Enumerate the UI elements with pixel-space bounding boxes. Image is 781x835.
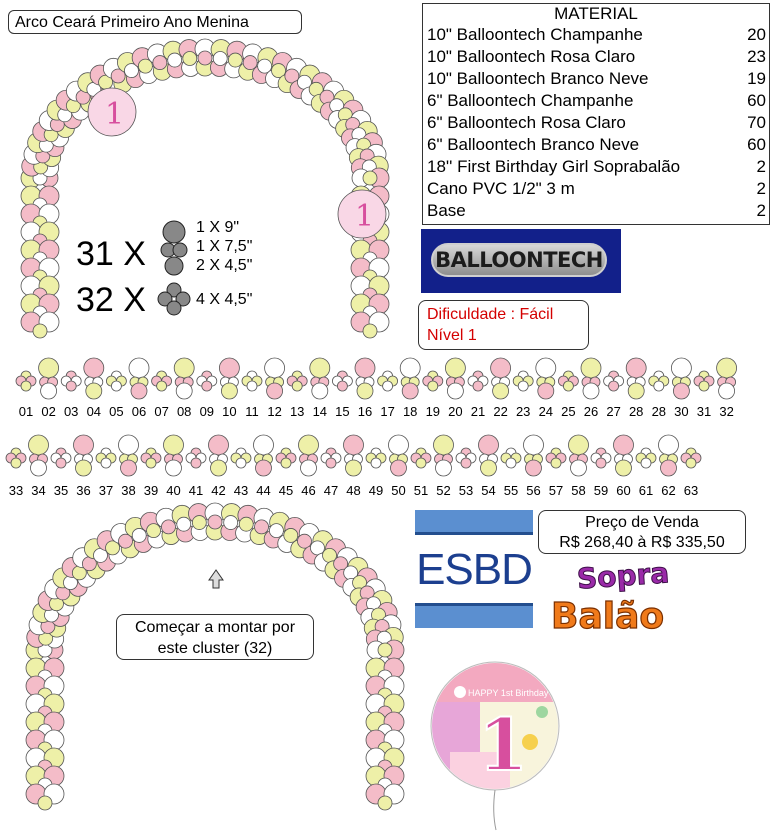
cluster-31-balloon <box>41 383 57 399</box>
arch-balloon <box>363 171 377 185</box>
balloontech-logo <box>421 229 621 293</box>
cluster-31-balloon <box>391 460 407 476</box>
arch-balloon <box>224 516 238 530</box>
cluster-31-balloon <box>119 435 139 455</box>
cluster-32-balloon <box>146 458 156 468</box>
cluster-32-balloon <box>416 458 426 468</box>
price-box <box>538 510 746 554</box>
first-birthday-foil-balloon <box>430 642 560 832</box>
material-item <box>423 68 769 90</box>
cluster-31-balloon <box>524 435 544 455</box>
arch-balloon <box>243 56 257 70</box>
cluster-number: 54 <box>481 483 496 498</box>
cluster-31-balloon <box>209 435 229 455</box>
sopra-balao-logo <box>545 556 695 638</box>
cluster-count-32: 32 X <box>76 281 146 319</box>
cluster-number: 45 <box>278 483 294 498</box>
cluster-32-balloon <box>551 458 561 468</box>
arch-balloon <box>153 56 167 70</box>
cluster-31-balloon <box>84 358 104 378</box>
price-label: Preço de Venda <box>585 514 699 531</box>
arch-balloon <box>269 524 283 538</box>
cluster-31-balloon <box>86 383 102 399</box>
cluster-31-balloon <box>310 358 330 378</box>
cluster-number: 61 <box>638 483 654 498</box>
cluster-31-balloon <box>29 435 49 455</box>
cluster-number: 27 <box>606 404 621 419</box>
material-item-qty: 2 <box>756 157 766 176</box>
cluster-number: 62 <box>661 483 676 498</box>
cluster-31-balloon <box>436 460 452 476</box>
cluster-31-spec: 1 X 9" 1 X 7,5" 2 X 4,5" <box>196 219 253 274</box>
cluster-32-balloon <box>461 458 471 468</box>
cluster-number: 56 <box>526 483 541 498</box>
cluster-31-balloon <box>219 358 239 378</box>
cluster-number: 47 <box>323 483 339 498</box>
cluster-31-balloon <box>719 383 735 399</box>
cluster-32-balloon <box>11 458 21 468</box>
cluster-32-balloon <box>157 381 167 391</box>
material-item-name: 10" Balloontech Branco Neve <box>427 69 649 88</box>
material-item-qty: 20 <box>747 25 766 44</box>
cluster-number: 58 <box>571 483 586 498</box>
cluster-31-balloon <box>166 460 182 476</box>
cluster-sequence <box>0 352 781 502</box>
arch-bottom-diagram <box>0 500 420 835</box>
cluster-number: 28 <box>651 404 667 419</box>
cluster-number: 28 <box>628 404 644 419</box>
cluster-number: 32 <box>719 404 734 419</box>
cluster-number: 59 <box>593 483 609 498</box>
cluster-number: 31 <box>696 404 712 419</box>
cluster-31-balloon <box>254 435 274 455</box>
material-item-qty: 60 <box>747 91 766 110</box>
arch-balloon <box>168 53 182 67</box>
difficulty-text: Dificuldade : Fácil <box>427 306 554 323</box>
svg-text:1: 1 <box>355 199 375 234</box>
cluster-31-balloon <box>717 358 737 378</box>
cluster-number: 01 <box>18 404 34 419</box>
material-item <box>423 134 769 156</box>
material-item-qty: 2 <box>756 201 766 220</box>
cluster-number: 06 <box>131 404 147 419</box>
cluster-number: 57 <box>548 483 564 498</box>
material-item <box>423 90 769 112</box>
cluster-number: 12 <box>267 404 282 419</box>
cluster-number: 10 <box>222 404 237 419</box>
cluster-31-balloon <box>481 460 497 476</box>
cluster-number: 05 <box>109 404 124 419</box>
cluster-31-balloon <box>434 435 454 455</box>
arch-balloon <box>147 524 161 538</box>
cluster-31-balloon <box>131 383 147 399</box>
cluster-number: 49 <box>368 483 384 498</box>
cluster-32-balloon <box>247 381 257 391</box>
cluster-31-balloon <box>493 383 509 399</box>
arch-balloon <box>177 517 191 531</box>
material-item-name: 18'' First Birthday Girl Soprabalão <box>427 157 681 176</box>
cluster-31-balloon <box>538 383 554 399</box>
material-item-name: 10" Balloontech Rosa Claro <box>427 47 636 66</box>
cluster-32-balloon <box>371 458 381 468</box>
start-arrow-icon <box>209 570 223 588</box>
cluster-32-balloon <box>337 381 347 391</box>
difficulty-box <box>418 300 589 350</box>
cluster-number: 50 <box>391 483 406 498</box>
svg-text:1: 1 <box>478 702 529 787</box>
cluster-number: 09 <box>199 404 215 419</box>
cluster-31-balloon <box>346 460 362 476</box>
cluster-32-balloon <box>236 458 246 468</box>
cluster-number: 37 <box>98 483 114 498</box>
cluster-31-balloon <box>256 460 272 476</box>
cluster-31-balloon <box>301 460 317 476</box>
material-item-name: 6" Balloontech Rosa Claro <box>427 113 626 132</box>
cluster-number: 33 <box>8 483 24 498</box>
cluster-31-balloon <box>121 460 137 476</box>
material-item-name: 6" Balloontech Champanhe <box>427 91 634 110</box>
esbd-logo <box>415 510 533 628</box>
cluster-number: 14 <box>312 404 328 419</box>
balloontech-logo-text: BALLOONTECH <box>431 243 607 277</box>
cluster-number: 36 <box>76 483 91 498</box>
cluster-32-balloon <box>281 458 291 468</box>
cluster-number: 48 <box>346 483 361 498</box>
cluster-number: 46 <box>301 483 316 498</box>
material-list <box>422 3 770 225</box>
cluster-31-balloon <box>312 383 328 399</box>
cluster-number: 17 <box>380 404 395 419</box>
cluster-number: 19 <box>425 404 441 419</box>
cluster-number: 03 <box>63 404 79 419</box>
cluster-number: 43 <box>233 483 249 498</box>
cluster-32-balloon <box>699 381 709 391</box>
cluster-31-balloon <box>571 460 587 476</box>
cluster-number: 51 <box>413 483 429 498</box>
cluster-number: 60 <box>616 483 631 498</box>
cluster-31-balloon <box>76 460 92 476</box>
cluster-number: 02 <box>41 404 56 419</box>
cluster-31-balloon <box>673 383 689 399</box>
cluster-31-balloon <box>526 460 542 476</box>
cluster-32-balloon <box>191 458 201 468</box>
arch-balloon <box>378 643 392 657</box>
cluster-31-balloon <box>344 435 364 455</box>
cluster-number: 23 <box>515 404 531 419</box>
cluster-number: 35 <box>53 483 69 498</box>
arch-balloon <box>198 51 212 65</box>
cluster-32-balloon <box>641 458 651 468</box>
cluster-31-balloon <box>581 358 601 378</box>
cluster-32-balloon <box>56 458 66 468</box>
difficulty-level: Nível 1 <box>427 327 477 344</box>
cluster-32-balloon <box>686 458 696 468</box>
cluster-number: 13 <box>289 404 305 419</box>
cluster-32-balloon <box>383 381 393 391</box>
cluster-number: 25 <box>561 404 576 419</box>
cluster-number: 18 <box>402 404 418 419</box>
cluster-32-balloon <box>326 458 336 468</box>
arch-balloon <box>38 796 52 810</box>
cluster-number: 16 <box>357 404 373 419</box>
cluster-number: 42 <box>211 483 226 498</box>
cluster-number: 08 <box>176 404 192 419</box>
cluster-31-balloon <box>616 460 632 476</box>
cluster-31-balloon <box>661 460 677 476</box>
material-item-qty: 70 <box>747 113 766 132</box>
cluster-31-icon <box>156 220 194 278</box>
cluster-32-balloon <box>596 458 606 468</box>
material-item-name: Cano PVC 1/2" 3 m <box>427 179 575 198</box>
cluster-31-balloon <box>447 383 463 399</box>
cluster-31-balloon <box>628 383 644 399</box>
svg-text:Sopra: Sopra <box>575 556 671 596</box>
arch-balloon <box>208 515 222 529</box>
cluster-31-balloon <box>569 435 589 455</box>
cluster-number: 21 <box>470 404 486 419</box>
cluster-31-balloon <box>299 435 319 455</box>
cluster-31-balloon <box>583 383 599 399</box>
cluster-31-balloon <box>267 383 283 399</box>
cluster-number: 52 <box>436 483 451 498</box>
cluster-number: 44 <box>256 483 271 498</box>
cluster-31-balloon <box>74 435 94 455</box>
svg-text:Balão: Balão <box>551 596 665 637</box>
cluster-31-balloon <box>176 383 192 399</box>
cluster-number: 55 <box>503 483 519 498</box>
material-item-qty: 60 <box>747 135 766 154</box>
material-item-qty: 19 <box>747 69 766 88</box>
cluster-32-icon <box>156 282 192 316</box>
cluster-number: 53 <box>458 483 474 498</box>
cluster-32-balloon <box>292 381 302 391</box>
cluster-32-balloon <box>111 381 121 391</box>
material-heading: MATERIAL <box>554 4 638 23</box>
cluster-31-balloon <box>31 460 47 476</box>
cluster-31-balloon <box>39 358 59 378</box>
cluster-31-balloon <box>357 383 373 399</box>
start-note: Começar a montar por este cluster (32) <box>116 614 314 660</box>
cluster-31-balloon <box>355 358 375 378</box>
cluster-32-balloon <box>428 381 438 391</box>
cluster-31-balloon <box>445 358 465 378</box>
cluster-31-balloon <box>164 435 184 455</box>
cluster-31-balloon <box>402 383 418 399</box>
cluster-number: 20 <box>448 404 463 419</box>
arch-balloon <box>213 52 227 66</box>
cluster-32-balloon <box>473 381 483 391</box>
cluster-32-spec: 4 X 4,5" <box>196 291 253 308</box>
cluster-number: 07 <box>154 404 169 419</box>
material-item <box>423 24 769 46</box>
cluster-number: 30 <box>674 404 689 419</box>
cluster-32-balloon <box>518 381 528 391</box>
cluster-31-balloon <box>536 358 556 378</box>
arch-balloon <box>378 796 392 810</box>
cluster-32-balloon <box>506 458 516 468</box>
arch-balloon <box>33 324 47 338</box>
cluster-number: 63 <box>683 483 699 498</box>
cluster-31-balloon <box>491 358 511 378</box>
cluster-number: 34 <box>31 483 46 498</box>
diagram-title: Arco Ceará Primeiro Ano Menina <box>8 10 302 34</box>
cluster-31-balloon <box>626 358 646 378</box>
price-value: R$ 268,40 à R$ 335,50 <box>559 534 725 551</box>
cluster-32-balloon <box>563 381 573 391</box>
material-item <box>423 200 769 222</box>
material-item-name: Base <box>427 201 466 220</box>
material-item <box>423 112 769 134</box>
cluster-31-balloon <box>659 435 679 455</box>
cluster-31-balloon <box>221 383 237 399</box>
material-item <box>423 156 769 178</box>
cluster-number: 40 <box>166 483 181 498</box>
material-item <box>423 46 769 68</box>
cluster-32-balloon <box>202 381 212 391</box>
arch-balloon <box>363 324 377 338</box>
material-item-name: 6" Balloontech Branco Neve <box>427 135 640 154</box>
arch-balloon <box>228 53 242 67</box>
cluster-31-balloon <box>389 435 409 455</box>
material-item-qty: 23 <box>747 47 766 66</box>
cluster-32-balloon <box>609 381 619 391</box>
cluster-32-balloon <box>101 458 111 468</box>
cluster-31-balloon <box>129 358 149 378</box>
cluster-31-balloon <box>400 358 420 378</box>
arch-balloon <box>192 516 206 530</box>
cluster-number: 41 <box>188 483 204 498</box>
arch-balloon <box>284 528 298 542</box>
cluster-32-balloon <box>66 381 76 391</box>
cluster-number: 38 <box>121 483 136 498</box>
cluster-number: 15 <box>335 404 350 419</box>
cluster-31-balloon <box>211 460 227 476</box>
cluster-31-balloon <box>614 435 634 455</box>
cluster-number: 24 <box>538 404 554 419</box>
cluster-31-balloon <box>174 358 194 378</box>
material-item-name: 10" Balloontech Champanhe <box>427 25 643 44</box>
arch-balloon <box>183 52 197 66</box>
cluster-number: 26 <box>583 404 599 419</box>
cluster-number: 39 <box>143 483 159 498</box>
material-item <box>423 178 769 200</box>
cluster-number: 04 <box>86 404 102 419</box>
cluster-32-balloon <box>654 381 664 391</box>
svg-text:HAPPY 1st Birthday: HAPPY 1st Birthday <box>468 688 549 698</box>
arch-balloon <box>255 520 269 534</box>
cluster-31-balloon <box>671 358 691 378</box>
cluster-31-balloon <box>265 358 285 378</box>
arch-balloon <box>161 520 175 534</box>
arch-balloon <box>239 517 253 531</box>
material-item-qty: 2 <box>756 179 766 198</box>
cluster-31-balloon <box>479 435 499 455</box>
cluster-number: 22 <box>493 404 508 419</box>
cluster-32-balloon <box>21 381 31 391</box>
esbd-logo-text: ESBD <box>415 532 533 606</box>
cluster-number: 11 <box>245 404 259 419</box>
cluster-count-31: 31 X <box>76 235 146 273</box>
svg-text:1: 1 <box>105 97 125 132</box>
